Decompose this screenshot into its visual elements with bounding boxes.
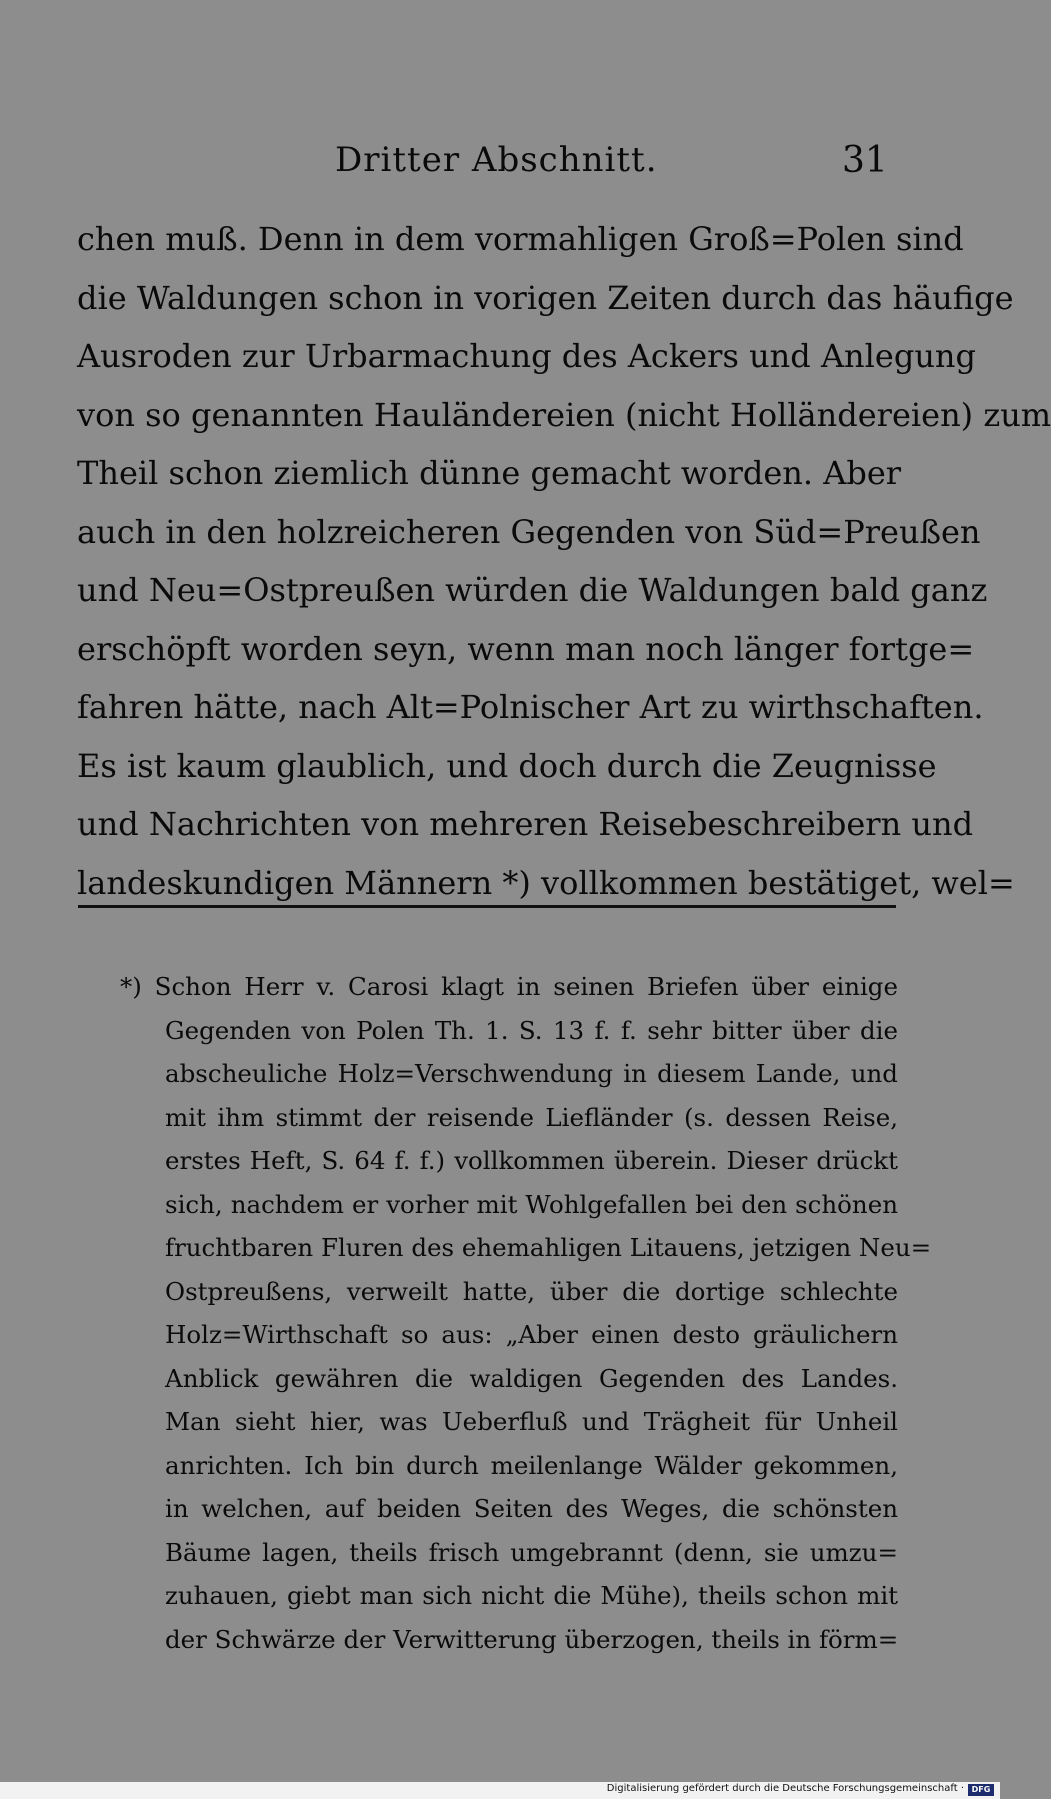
page-number: 31	[842, 140, 888, 181]
footnote-line: anrichten. Ich bin durch meilenlange Wälder gekommen,	[165, 1450, 898, 1480]
footnote-line: fruchtbaren Fluren des ehemahligen Litauens, jetzigen Neu=	[165, 1233, 932, 1262]
footnote-line: abscheuliche Holz=Verschwendung in diesem Lande, und	[165, 1059, 898, 1088]
body-line: die Waldungen schon in vorigen Zeiten durch das häufige	[77, 278, 1014, 317]
body-line: fahren hätte, nach Alt=Polnischer Art zu wirthschaften.	[77, 688, 984, 726]
body-line: Ausroden zur Urbarmachung des Ackers und Anlegung	[77, 337, 977, 375]
body-line: Theil schon ziemlich dünne gemacht worden. Aber	[77, 454, 902, 492]
body-line: von so genannten Hauländereien (nicht Holländereien) zum	[77, 395, 1051, 434]
body-line: landeskundigen Männern *) vollkommen bestätiget, wel=	[77, 863, 1015, 902]
footnote-line: Ostpreußens, verweilt hatte, über die dortige schlechte	[165, 1276, 898, 1306]
body-line: erschöpft worden seyn, wenn man noch länger fortge=	[77, 629, 975, 668]
body-line: auch in den holzreicheren Gegenden von Süd=Preußen	[77, 512, 981, 551]
running-head: Dritter Abschnitt.	[335, 140, 658, 180]
footnote-separator-rule	[78, 905, 896, 908]
page-header	[0, 140, 1000, 190]
body-line: Es ist kaum glaublich, und doch durch die Zeugnisse	[77, 746, 937, 785]
footnote-line: Holz=Wirthschaft so aus: „Aber einen desto gräulichern	[165, 1320, 898, 1349]
footnote-line: sich, nachdem er vorher mit Wohlgefallen bei den schönen	[165, 1189, 898, 1219]
footnote-line: Gegenden von Polen Th. 1. S. 13 f. f. sehr bitter über die	[165, 1015, 898, 1045]
footnote-line: *) Schon Herr v. Carosi klagt in seinen Briefen über einige	[120, 972, 898, 1001]
footnote-line: Man sieht hier, was Ueberfluß und Trägheit für Unheil	[165, 1407, 898, 1436]
footnote-line: Bäume lagen, theils frisch umgebrannt (denn, sie umzu=	[165, 1537, 898, 1567]
dfg-logo: DFG	[968, 1784, 994, 1796]
footnote	[120, 965, 932, 1661]
footnote-line: zuhauen, giebt man sich nicht die Mühe), theils schon mit	[165, 1581, 898, 1610]
digitization-credit-bar	[0, 1782, 1000, 1799]
footnote-line: erstes Heft, S. 64 f. f.) vollkommen überein. Dieser drückt	[165, 1146, 898, 1175]
body-text	[77, 210, 1051, 912]
body-line: chen muß. Denn in dem vormahligen Groß=Polen sind	[77, 220, 964, 258]
footnote-line: Anblick gewähren die waldigen Gegenden des Landes.	[165, 1363, 898, 1393]
footnote-line: der Schwärze der Verwitterung überzogen, theils in förm=	[165, 1624, 899, 1654]
credit-text: Digitalisierung gefördert durch die Deutsche Forschungsgemeinschaft ·	[606, 1783, 964, 1794]
footnote-line: in welchen, auf beiden Seiten des Weges, die schönsten	[165, 1494, 898, 1523]
body-line: und Neu=Ostpreußen würden die Waldungen bald ganz	[77, 571, 988, 609]
body-line: und Nachrichten von mehreren Reisebeschreibern und	[77, 805, 974, 843]
footnote-line: mit ihm stimmt der reisende Liefländer (s. dessen Reise,	[165, 1102, 898, 1132]
